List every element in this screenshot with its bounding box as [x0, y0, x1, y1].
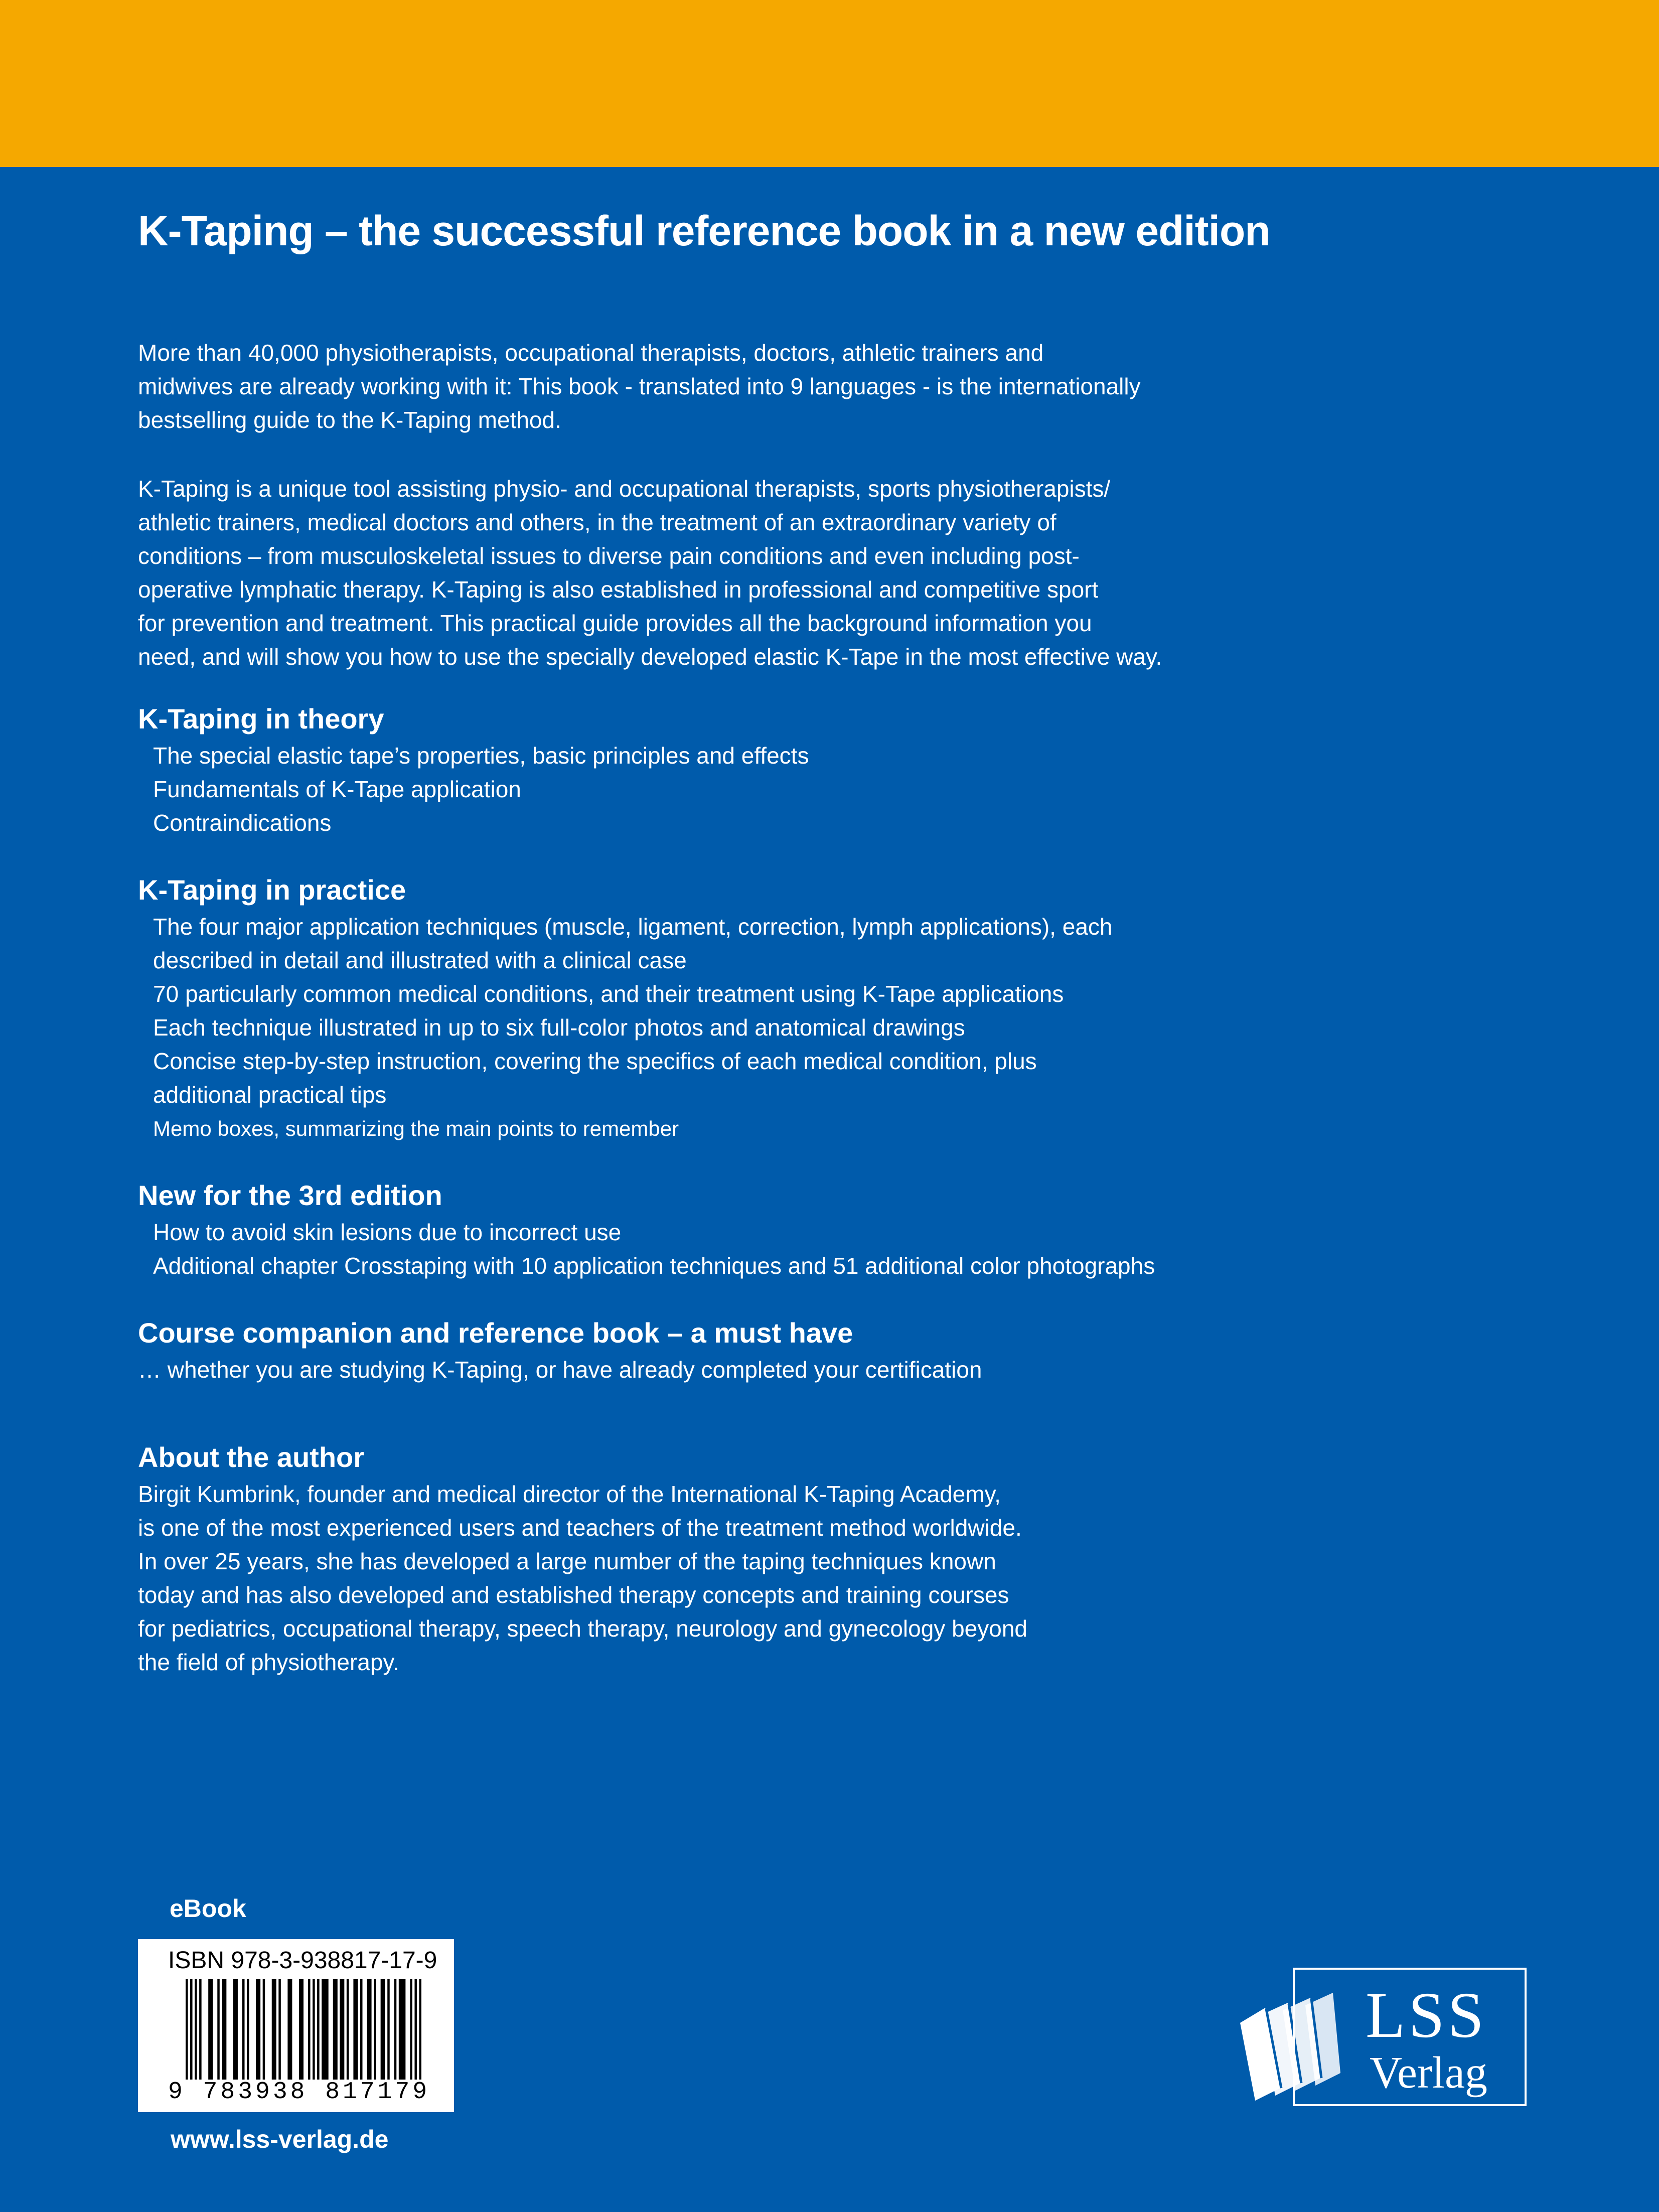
intro-line: bestselling guide to the K-Taping method.: [138, 407, 561, 433]
top-color-band: [0, 0, 1659, 167]
theory-heading: K-Taping in theory: [138, 703, 384, 734]
intro-line: midwives are already working with it: This book - translated into 9 languages - is the internationally: [138, 373, 1141, 399]
practice-heading: K-Taping in practice: [138, 874, 406, 906]
description-line: operative lymphatic therapy. K-Taping is also established in professional and competitive sport: [138, 576, 1099, 603]
list-item: Contraindications: [153, 810, 332, 836]
list-item: 70 particularly common medical conditions, and their treatment using K-Tape applications: [153, 981, 1064, 1007]
intro-line: More than 40,000 physiotherapists, occupational therapists, doctors, athletic trainers and: [138, 340, 1044, 366]
author-line: Birgit Kumbrink, founder and medical director of the International K-Taping Academy,: [138, 1481, 1001, 1507]
list-item: additional practical tips: [153, 1082, 387, 1108]
isbn-barcode-box: [138, 1939, 454, 2112]
barcode-bar: [419, 1979, 421, 2080]
barcode-bar: [217, 1979, 220, 2080]
list-item: Each technique illustrated in up to six full-color photos and anatomical drawings: [153, 1014, 965, 1041]
list-item: described in detail and illustrated with a clinical case: [153, 947, 687, 973]
barcode-bar: [199, 1979, 202, 2080]
barcode-bar: [333, 1979, 338, 2080]
barcode-bar: [353, 1979, 358, 2080]
list-item: The special elastic tape’s properties, basic principles and effects: [153, 743, 809, 769]
barcode-bar: [278, 1979, 281, 2080]
barcode-bar: [208, 1979, 213, 2080]
barcode-bar: [313, 1979, 315, 2080]
barcode-bar: [367, 1979, 372, 2080]
author-line: today and has also developed and established therapy concepts and training courses: [138, 1582, 1009, 1608]
page-title: K-Taping – the successful reference book in a new edition: [138, 207, 1270, 254]
ebook-label: eBook: [170, 1894, 246, 1923]
barcode-bar: [317, 1979, 320, 2080]
website-link[interactable]: www.lss-verlag.de: [171, 2125, 389, 2153]
barcode-bar: [299, 1979, 304, 2080]
barcode-bar: [414, 1979, 417, 2080]
barcode-bar: [287, 1979, 292, 2080]
author-line: is one of the most experienced users and teachers of the treatment method worldwide.: [138, 1515, 1022, 1541]
description-line: conditions – from musculoskeletal issues to diverse pain conditions and even including post-: [138, 543, 1080, 569]
barcode-bar: [399, 1979, 406, 2080]
barcode-bar: [190, 1979, 193, 2080]
intro-paragraph: [138, 336, 1292, 437]
description-line: for prevention and treatment. This practical guide provides all the background information you: [138, 610, 1092, 636]
list-item: The four major application techniques (muscle, ligament, correction, lymph applications), each: [153, 914, 1113, 940]
publisher-logo: [1235, 1968, 1529, 2108]
barcode-bar: [322, 1979, 329, 2080]
barcode-bar: [347, 1979, 349, 2080]
barcode-bar: [410, 1979, 412, 2080]
barcode-bar: [272, 1979, 276, 2080]
new-edition-list: [138, 1216, 1292, 1283]
practice-list: [138, 910, 1292, 1145]
list-item: Concise step-by-step instruction, covering the specifics of each medical condition, plus: [153, 1048, 1037, 1074]
new-edition-heading: New for the 3rd edition: [138, 1179, 442, 1211]
barcode-bar: [381, 1979, 385, 2080]
barcode-bar: [308, 1979, 311, 2080]
barcode-bar: [394, 1979, 397, 2080]
companion-text: … whether you are studying K-Taping, or have already completed your certification: [138, 1357, 982, 1383]
list-item: Fundamentals of K-Tape application: [153, 776, 521, 802]
back-cover-text: [138, 201, 1292, 1387]
barcode-bar: [340, 1979, 344, 2080]
companion-heading: Course companion and reference book – a must have: [138, 1317, 853, 1349]
logo-text-verlag: Verlag: [1370, 2048, 1487, 2098]
barcode-bar: [256, 1979, 260, 2080]
barcode-bar: [222, 1979, 226, 2080]
barcode-bar: [233, 1979, 238, 2080]
author-line: for pediatrics, occupational therapy, speech therapy, neurology and gynecology beyond: [138, 1615, 1027, 1642]
barcode-bar: [195, 1979, 197, 2080]
barcode-bar: [247, 1979, 249, 2080]
list-item: Memo boxes, summarizing the main points to remember: [153, 1117, 679, 1140]
barcode-bar: [242, 1979, 245, 2080]
about-author-section: [138, 1437, 1292, 1679]
author-line: the field of physiotherapy.: [138, 1649, 399, 1675]
barcode-bar: [374, 1979, 376, 2080]
description-line: need, and will show you how to use the specially developed elastic K-Tape in the most effective way.: [138, 644, 1162, 670]
description-paragraph: [138, 472, 1292, 674]
barcode-bar: [186, 1979, 188, 2080]
barcode-bar: [387, 1979, 390, 2080]
barcode-digits: 9 783938 817179: [168, 2079, 430, 2106]
description-line: K-Taping is a unique tool assisting physio- and occupational therapists, sports physiotherapists/: [138, 476, 1111, 502]
list-item: Additional chapter Crosstaping with 10 application techniques and 51 additional color photographs: [153, 1253, 1155, 1279]
barcode-bar: [263, 1979, 265, 2080]
author-line: In over 25 years, she has developed a large number of the taping techniques known: [138, 1548, 996, 1574]
author-heading: About the author: [138, 1441, 365, 1473]
barcode: [186, 1979, 426, 2080]
isbn-label: ISBN 978-3-938817-17-9: [168, 1947, 437, 1974]
list-item: How to avoid skin lesions due to incorrect use: [153, 1219, 622, 1245]
barcode-bar: [360, 1979, 363, 2080]
theory-list: [138, 739, 1292, 840]
logo-text-lss: LSS: [1366, 1979, 1487, 2051]
description-line: athletic trainers, medical doctors and others, in the treatment of an extraordinary variety of: [138, 509, 1057, 535]
